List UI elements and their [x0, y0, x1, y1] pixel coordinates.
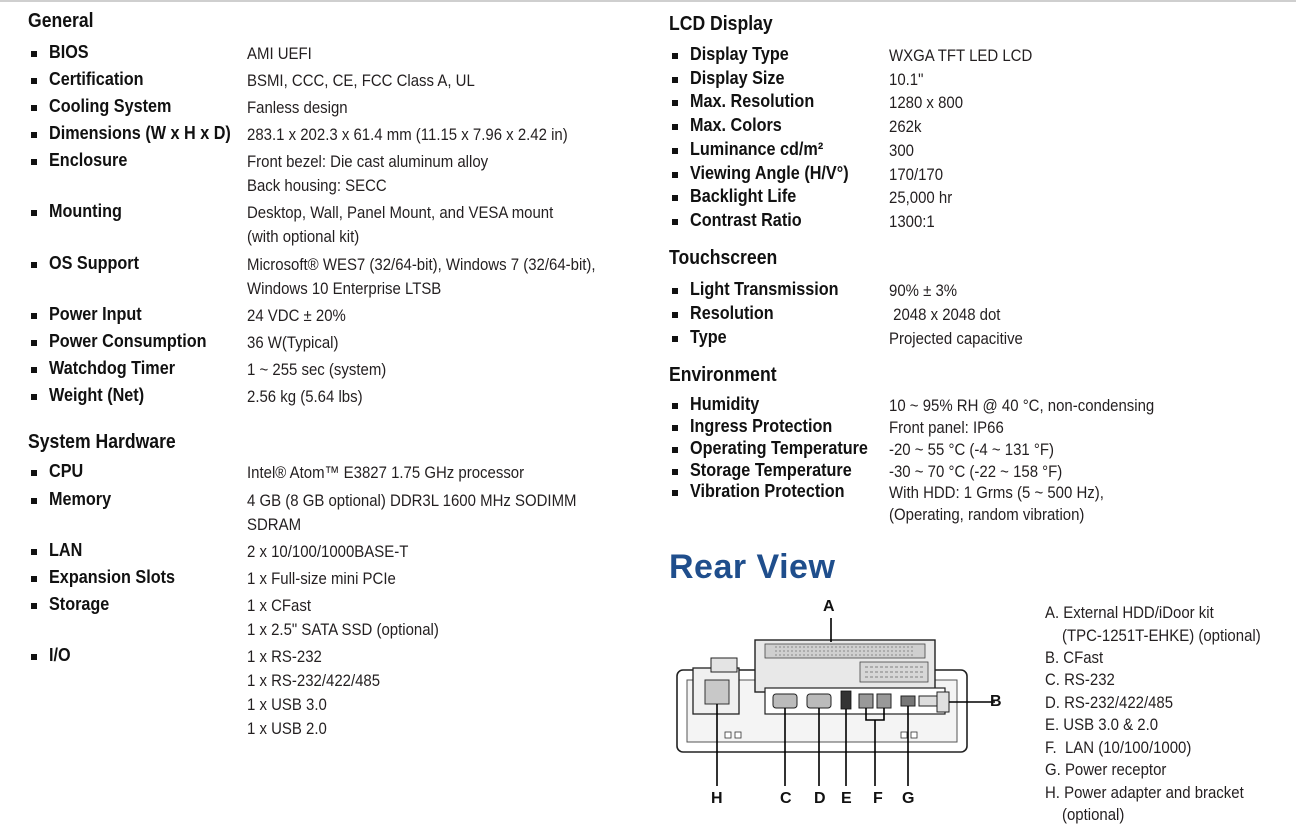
spec-value: 2048 x 2048 dot	[889, 305, 1001, 324]
spec-label: Max. Colors	[690, 115, 782, 135]
lan-port-2	[877, 694, 891, 708]
spec-label: LAN	[49, 540, 83, 560]
spec-label: Enclosure	[49, 150, 128, 170]
spec-value: 1280 x 800	[889, 93, 964, 112]
spec-value: 170/170	[889, 165, 944, 184]
spec-label: Ingress Protection	[690, 416, 833, 436]
legend-item-c: C. RS-232	[1045, 670, 1115, 689]
spec-value: -20 ~ 55 °C (-4 ~ 131 °F)	[889, 440, 1054, 459]
spec-label: Viewing Angle (H/V°)	[690, 163, 849, 183]
spec-value: 1 x USB 2.0	[247, 719, 327, 738]
bullet-icon	[672, 403, 678, 409]
spec-label: Memory	[49, 489, 112, 509]
spec-label: Power Consumption	[49, 331, 207, 351]
spec-value: 25,000 hr	[889, 188, 953, 207]
bullet-icon	[31, 576, 37, 582]
bullet-icon	[672, 124, 678, 130]
legend-item-a: A. External HDD/iDoor kit	[1045, 603, 1214, 622]
bullet-icon	[31, 340, 37, 346]
rear-view-device-drawing	[665, 600, 1025, 820]
spec-value: Front panel: IP66	[889, 418, 1004, 437]
spec-value: 1300:1	[889, 212, 935, 231]
rs232-port	[773, 694, 797, 708]
spec-value: 1 ~ 255 sec (system)	[247, 360, 387, 379]
bullet-icon	[672, 172, 678, 178]
legend-item-d: D. RS-232/422/485	[1045, 693, 1174, 712]
bullet-icon	[31, 51, 37, 57]
bullet-icon	[31, 498, 37, 504]
spec-value: 1 x CFast	[247, 596, 312, 615]
spec-value: 10 ~ 95% RH @ 40 °C, non-condensing	[889, 396, 1155, 415]
spec-value: 24 VDC ± 20%	[247, 306, 346, 325]
spec-value: 10.1"	[889, 70, 924, 89]
spec-label: Expansion Slots	[49, 567, 176, 587]
spec-value: 36 W(Typical)	[247, 333, 339, 352]
bullet-icon	[31, 654, 37, 660]
bullet-icon	[31, 367, 37, 373]
spec-value: 262k	[889, 117, 922, 136]
bullet-icon	[672, 53, 678, 59]
spec-label: Storage Temperature	[690, 460, 852, 480]
spec-value: 1 x Full-size mini PCIe	[247, 569, 396, 588]
top-rule	[0, 0, 1296, 2]
spec-value: (with optional kit)	[247, 227, 360, 246]
spec-value: 2 x 10/100/1000BASE-T	[247, 542, 409, 561]
spec-value: Fanless design	[247, 98, 348, 117]
bullet-icon	[672, 469, 678, 475]
spec-label: Watchdog Timer	[49, 358, 176, 378]
bullet-icon	[31, 603, 37, 609]
spec-value: With HDD: 1 Grms (5 ~ 500 Hz),	[889, 483, 1104, 502]
spec-value: 1 x RS-232/422/485	[247, 671, 381, 690]
spec-label: Weight (Net)	[49, 385, 145, 405]
legend-item-h-cont: (optional)	[1062, 805, 1125, 824]
bullet-icon	[672, 100, 678, 106]
spec-label: Backlight Life	[690, 186, 797, 206]
spec-value: 1 x RS-232	[247, 647, 322, 666]
spec-label: Cooling System	[49, 96, 172, 116]
bullet-icon	[31, 105, 37, 111]
spec-value: WXGA TFT LED LCD	[889, 46, 1033, 65]
spec-label: Storage	[49, 594, 110, 614]
section-title-touchscreen: Touchscreen	[669, 247, 778, 269]
spec-label: Power Input	[49, 304, 142, 324]
bullet-icon	[672, 288, 678, 294]
callout-a: A	[823, 598, 835, 615]
spec-value: -30 ~ 70 °C (-22 ~ 158 °F)	[889, 462, 1063, 481]
spec-value: Front bezel: Die cast aluminum alloy	[247, 152, 489, 171]
bullet-icon	[672, 77, 678, 83]
spec-value: 1 x 2.5" SATA SSD (optional)	[247, 620, 439, 639]
spec-label: CPU	[49, 461, 84, 481]
spec-label: I/O	[49, 645, 71, 665]
bullet-icon	[31, 78, 37, 84]
rear-view-title: Rear View	[669, 548, 836, 586]
bullet-icon	[31, 549, 37, 555]
spec-label: Contrast Ratio	[690, 210, 802, 230]
spec-label: Dimensions (W x H x D)	[49, 123, 231, 143]
spec-value: Microsoft® WES7 (32/64-bit), Windows 7 (32/64-bit),	[247, 255, 596, 274]
bullet-icon	[672, 425, 678, 431]
spec-label: Operating Temperature	[690, 438, 868, 458]
bullet-icon	[672, 219, 678, 225]
spec-label: Humidity	[690, 394, 760, 414]
spec-label: Resolution	[690, 303, 774, 323]
bullet-icon	[672, 336, 678, 342]
bullet-icon	[672, 490, 678, 496]
bullet-icon	[31, 132, 37, 138]
legend-item-f: F. LAN (10/100/1000)	[1045, 738, 1192, 757]
section-title-lcd-display: LCD Display	[669, 13, 773, 35]
callout-c: C	[780, 790, 792, 807]
usb-ports	[841, 691, 851, 709]
spec-label: Mounting	[49, 201, 122, 221]
callout-d: D	[814, 790, 826, 807]
cfast-slot	[937, 692, 949, 712]
spec-label: Type	[690, 327, 727, 347]
bullet-icon	[31, 470, 37, 476]
section-title-general: General	[28, 10, 94, 32]
spec-value: Intel® Atom™ E3827 1.75 GHz processor	[247, 463, 525, 482]
legend-item-e: E. USB 3.0 & 2.0	[1045, 715, 1159, 734]
spec-value: SDRAM	[247, 515, 302, 534]
spec-value: 283.1 x 202.3 x 61.4 mm (11.15 x 7.96 x 2.42 in)	[247, 125, 568, 144]
rs485-port	[807, 694, 831, 708]
spec-label: Display Size	[690, 68, 785, 88]
section-title-system-hardware: System Hardware	[28, 431, 176, 453]
spec-value: 300	[889, 141, 914, 160]
bullet-icon	[672, 195, 678, 201]
spec-value: 2.56 kg (5.64 lbs)	[247, 387, 363, 406]
legend-item-b: B. CFast	[1045, 648, 1104, 667]
spec-value: 4 GB (8 GB optional) DDR3L 1600 MHz SODIMM	[247, 491, 577, 510]
spec-label: Vibration Protection	[690, 481, 845, 501]
bullet-icon	[672, 312, 678, 318]
bullet-icon	[672, 447, 678, 453]
bullet-icon	[31, 210, 37, 216]
spec-value: Back housing: SECC	[247, 176, 387, 195]
spec-value: 90% ± 3%	[889, 281, 958, 300]
spec-label: Luminance cd/m²	[690, 139, 824, 159]
legend-item-a-cont: (TPC-1251T-EHKE) (optional)	[1062, 626, 1261, 645]
bullet-icon	[31, 262, 37, 268]
bullet-icon	[31, 159, 37, 165]
spec-label: Certification	[49, 69, 144, 89]
spec-value: BSMI, CCC, CE, FCC Class A, UL	[247, 71, 475, 90]
spec-value: 1 x USB 3.0	[247, 695, 327, 714]
lan-port-1	[859, 694, 873, 708]
power-receptor	[901, 696, 915, 706]
spec-label: Light Transmission	[690, 279, 839, 299]
callout-e: E	[841, 790, 852, 807]
spec-value: Windows 10 Enterprise LTSB	[247, 279, 442, 298]
spec-value: AMI UEFI	[247, 44, 312, 63]
spec-label: Max. Resolution	[690, 91, 815, 111]
legend-item-g: G. Power receptor	[1045, 760, 1167, 779]
bullet-icon	[672, 148, 678, 154]
spec-label: BIOS	[49, 42, 89, 62]
callout-f: F	[873, 790, 883, 807]
bullet-icon	[31, 313, 37, 319]
callout-g: G	[902, 790, 915, 807]
spec-value: (Operating, random vibration)	[889, 505, 1085, 524]
spec-value: Desktop, Wall, Panel Mount, and VESA mount	[247, 203, 554, 222]
spec-label: Display Type	[690, 44, 789, 64]
spec-value: Projected capacitive	[889, 329, 1023, 348]
spec-label: OS Support	[49, 253, 139, 273]
section-title-environment: Environment	[669, 364, 777, 386]
bullet-icon	[31, 394, 37, 400]
callout-h: H	[711, 790, 723, 807]
legend-item-h: H. Power adapter and bracket	[1045, 783, 1244, 802]
callout-b: B	[990, 693, 1002, 710]
